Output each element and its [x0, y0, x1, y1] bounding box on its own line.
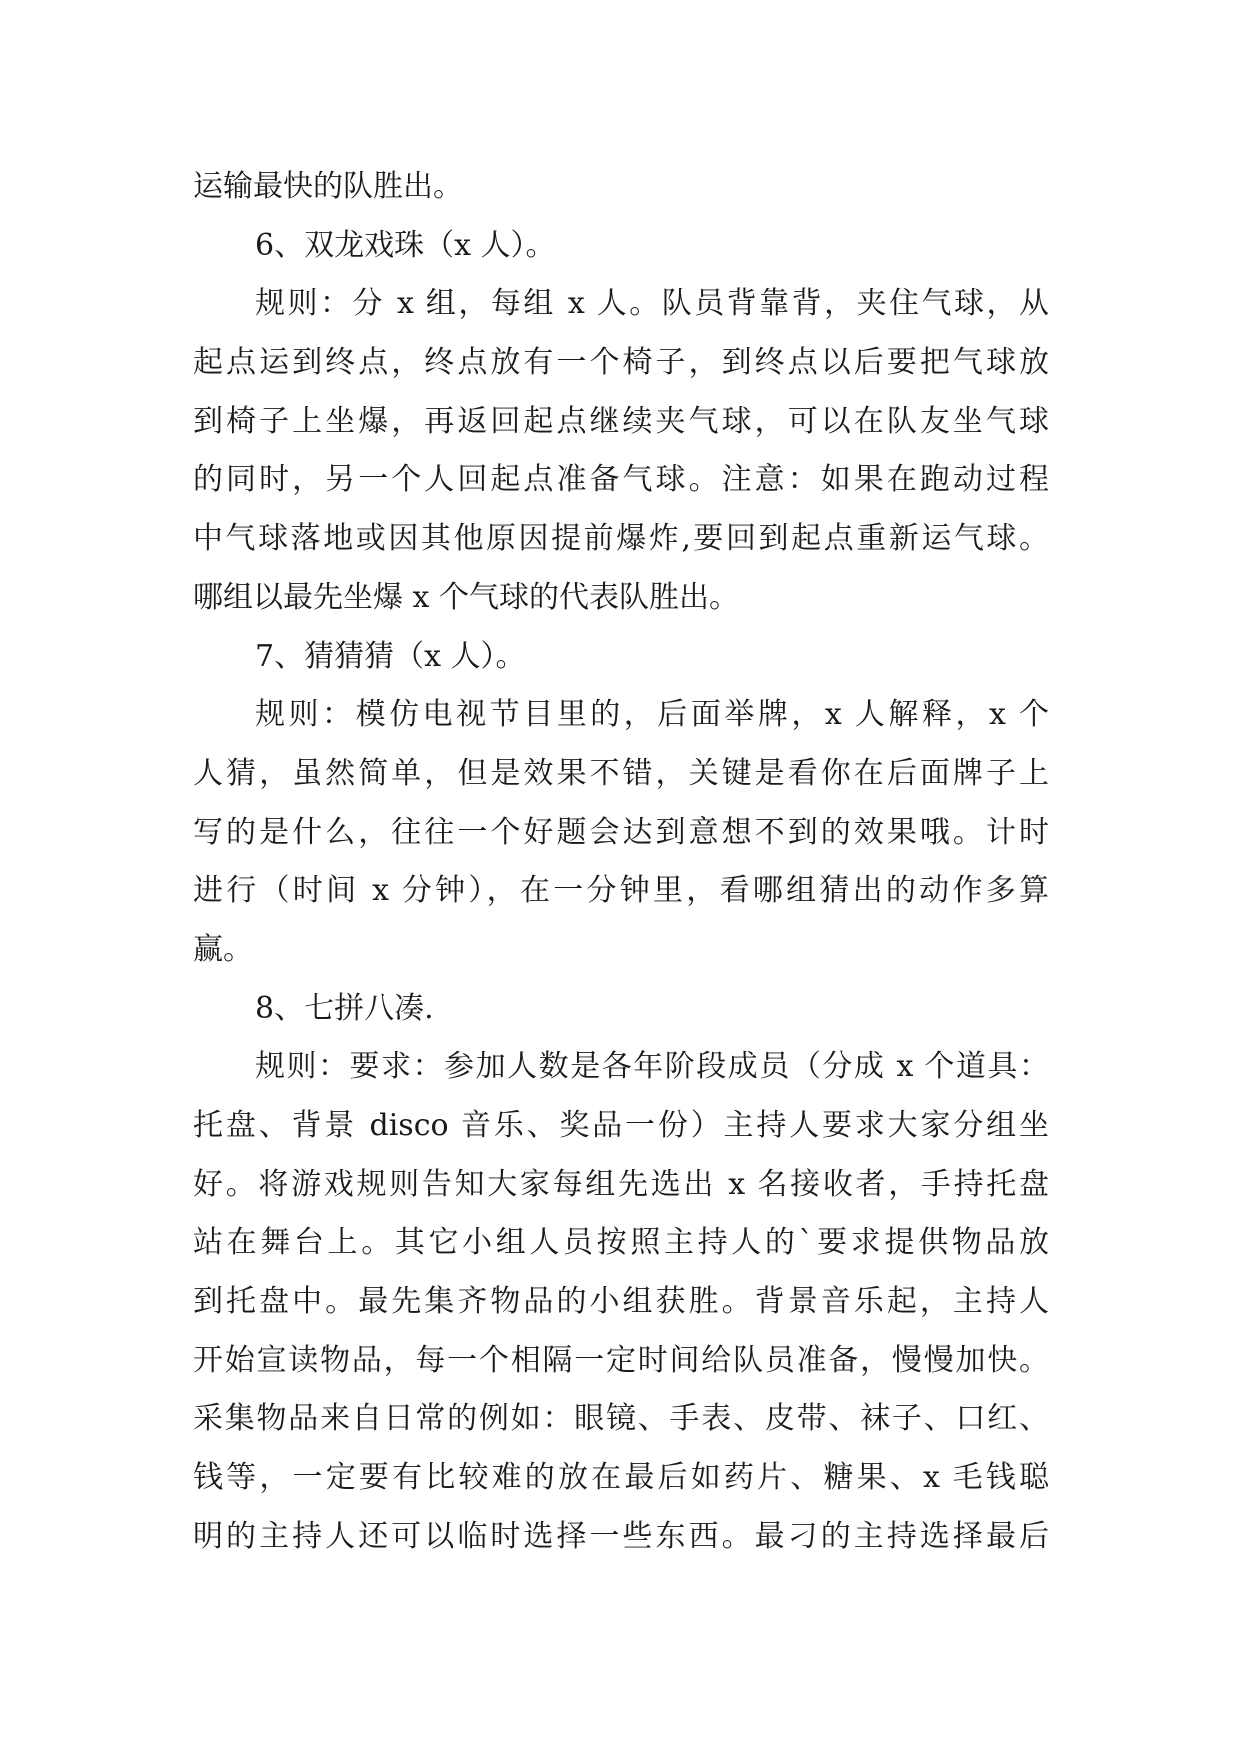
text-line: 采集物品来自日常的例如：眼镜、手表、皮带、袜子、口红、: [193, 1401, 1049, 1437]
text-line: 明的主持人还可以临时选择一些东西。最刁的主持选择最后: [193, 1518, 1049, 1554]
text-line: 哪组以最先坐爆 x 个气球的代表队胜出。: [193, 579, 739, 615]
text-line: 写的是什么，往往一个好题会达到意想不到的效果哦。计时: [193, 814, 1049, 850]
text-line: 到托盘中。最先集齐物品的小组获胜。背景音乐起，主持人: [193, 1284, 1049, 1320]
text-line: 进行（时间 x 分钟），在一分钟里，看哪组猜出的动作多算: [193, 873, 1049, 909]
text-line: 托盘、背景 disco 音乐、奖品一份）主持人要求大家分组坐: [193, 1108, 1049, 1143]
text-line: 到椅子上坐爆，再返回起点继续夹气球，可以在队友坐气球: [193, 403, 1049, 439]
document-body: [193, 158, 1049, 1567]
text-line: 人猜，虽然简单，但是效果不错，关键是看你在后面牌子上: [193, 755, 1049, 791]
section-heading-8: 8、七拼八凑.: [255, 990, 434, 1026]
text-line: 站在舞台上。其它小组人员按照主持人的`要求提供物品放: [193, 1225, 1049, 1261]
text-line: 规则：要求：参加人数是各年阶段成员（分成 x 个道具：: [255, 1049, 1049, 1085]
text-line: 的同时，另一个人回起点准备气球。注意：如果在跑动过程: [193, 462, 1049, 498]
text-line: 起点运到终点，终点放有一个椅子，到终点以后要把气球放: [193, 345, 1049, 381]
text-line: 运输最快的队胜出。: [193, 169, 463, 204]
text-line: 好。将游戏规则告知大家每组先选出 x 名接收者，手持托盘: [193, 1166, 1049, 1202]
section-heading-6: 6、双龙戏珠（x 人）。: [255, 227, 556, 263]
text-line: 中气球落地或因其他原因提前爆炸,要回到起点重新运气球。: [193, 521, 1049, 557]
text-line: 规则：模仿电视节目里的，后面举牌，x 人解释，x 个: [255, 697, 1049, 733]
text-line: 赢。: [193, 931, 253, 967]
text-line: 开始宣读物品，每一个相隔一定时间给队员准备，慢慢加快。: [193, 1342, 1049, 1378]
section-heading-7: 7、猜猜猜（x 人）。: [255, 638, 526, 674]
text-line: 钱等，一定要有比较难的放在最后如药片、糖果、x 毛钱聪: [193, 1460, 1049, 1496]
text-line: 规则：分 x 组，每组 x 人。队员背靠背，夹住气球，从: [255, 286, 1049, 322]
